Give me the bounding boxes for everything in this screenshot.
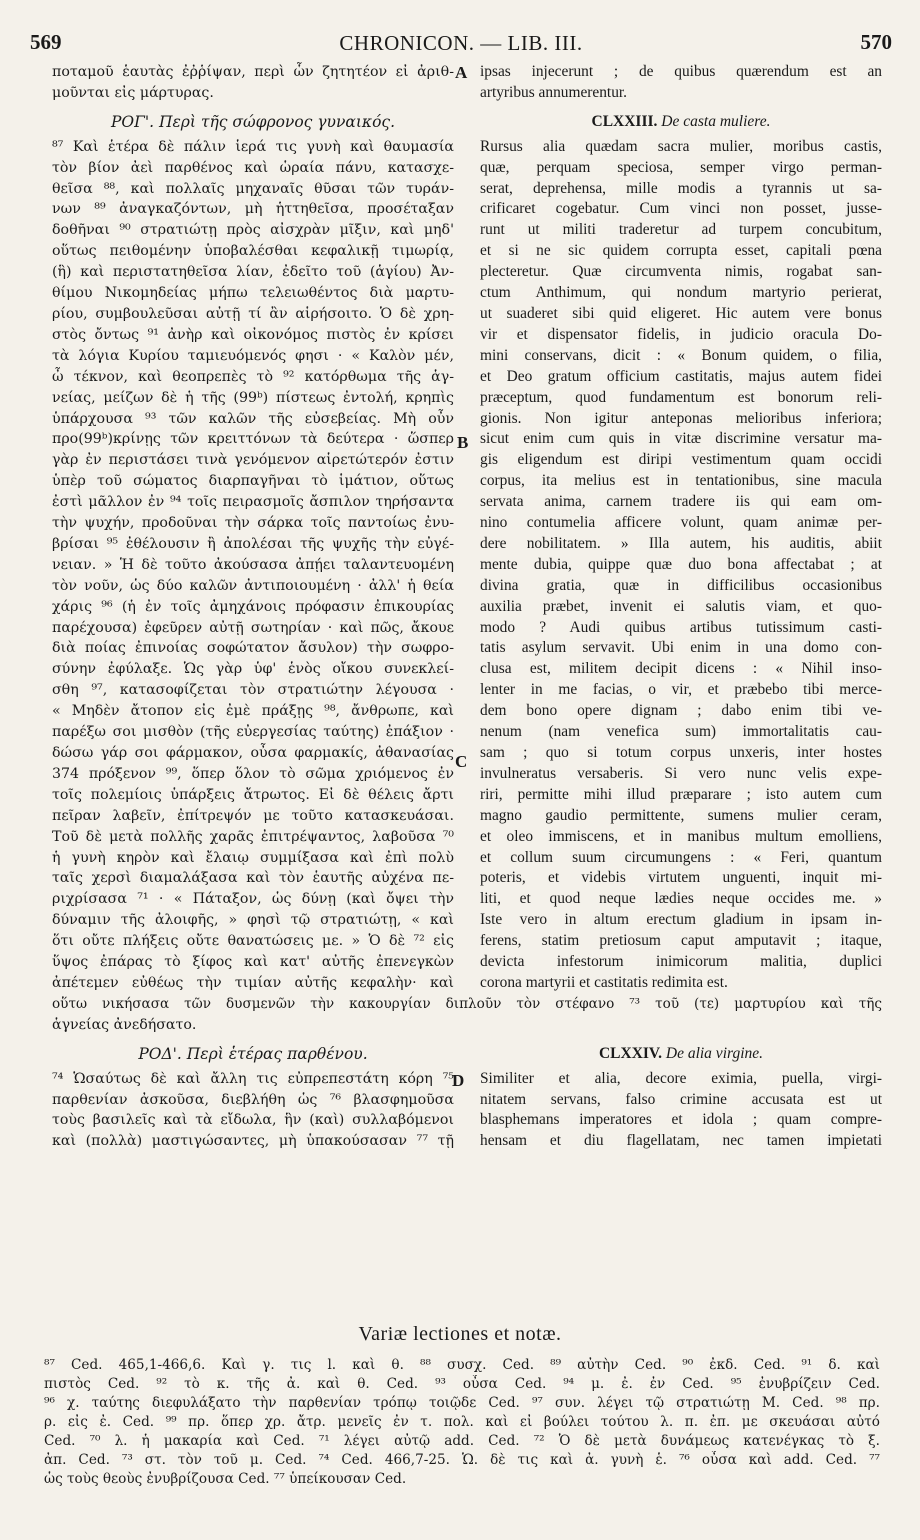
text-line: ριχρίσασα ⁷¹ · « Πάταξον, ὡς δύνῃ (καὶ ὄψει τὴν — [52, 891, 454, 908]
note-line: ὡς τοὺς θεοὺς ἐνυβρίζουσα Ced. ⁷⁷ ὑπείκουσαν Ced. — [44, 1471, 407, 1487]
text-line: invulneratus versaberis. Si vero nunc velis expe- — [480, 764, 882, 782]
text-line: liti, et quod neque lædies neque occides me. » — [480, 890, 882, 908]
text-line: ipsas injecerunt ; de quibus quærendum est an — [480, 63, 882, 80]
text-line: hensam et diu flagellatam, nec tamen impietati — [480, 1132, 882, 1150]
text-line: τοῖς πολεμίοις ὑπάρξεις ἄτρωτος. Εἰ δὲ θέλεις ἄρτι — [52, 786, 454, 803]
text-line: ὦ τέκνον, καὶ θεοπρεπὲς τὸ ⁹² κατόρθωμα τῆς ἁγ- — [52, 368, 454, 385]
section-number: CLXXIII. — [591, 112, 658, 130]
text-line: θεῖσα ⁸⁸, καὶ πολλαῖς μηχαναῖς θῦσαι τῶν τυράν- — [52, 180, 454, 197]
note-line: Ced. ⁷⁰ λ. ἡ μακαρία καὶ Ced. ⁷¹ λέγει αὐτῷ add. Ced. ⁷² Ὁ δὲ μετὰ δυνάμεως κατενέγκας τὸ ξ. — [44, 1433, 880, 1449]
text-line: ὑπάρχουσα ⁹³ τῶν καλῶν τῆς εὐσεβείας. Μὴ οὖν — [52, 410, 454, 427]
text-line: modo ? Audi quibus artibus tutissimum casti- — [480, 618, 882, 636]
text-line: artyribus annumerentur. — [480, 83, 628, 101]
running-header — [30, 30, 892, 60]
text-line: (ἣ) καὶ περιστατηθεῖσα λίαν, ἐδεῖτο τοῦ (ἁγίου) Ἀν- — [52, 264, 454, 281]
text-line: lenter in me facias, o vir, et præbebo tibi merce- — [480, 681, 882, 699]
greek-section-174 — [52, 1069, 454, 1153]
text-line: τὸν νοῦν, ὡς δύο καλῶν ἀντιποιουμένη · ἀλλ' ἡ θεία — [52, 577, 454, 594]
text-line: nitatem servans, falso crimine accusata est ut — [480, 1090, 882, 1108]
text-line-with-page-marker: 374 πρόξενον ⁹⁹, ὅπερ ὅλον τὸ σῶμα χριόμενος ἐν — [52, 765, 454, 782]
latin-column — [480, 62, 882, 1152]
section-number: CLXXIV. — [598, 1044, 662, 1062]
note-line: ἀπ. Ced. ⁷³ στ. τὸν τοῦ μ. Ced. ⁷⁴ Ced. 466,7-25. Ὡ. δὲ τις καὶ ἀ. γυνὴ ἑ. ⁷⁶ οὖσα καὶ add. Ced. ⁷⁷ — [44, 1452, 880, 1468]
text-line: διὰ ποίας ἐπινοίας σοφώτατον ἄσυλον) τὴν σωφρο- — [52, 640, 454, 657]
text-line: auxilia præbet, invenit ei salutis viam, et quo- — [480, 597, 882, 615]
text-line: nenum (nam venefica sum) immortalitatis cau- — [480, 723, 882, 741]
section-title: De casta muliere. — [661, 112, 771, 130]
text-line: καὶ (πολλὰ) μαστιγώσαντες, μὴ ὑπακούσασαν ⁷⁷ τῇ — [52, 1133, 454, 1150]
text-line: et si ne sic quidem corrupta esset, capitali pœna — [480, 242, 882, 260]
page-number-right: 570 — [860, 30, 892, 54]
text-line: blasphemans imperatores et idola ; quam compre- — [480, 1111, 882, 1129]
text-line: riri, permitte mihi illud præparare ; isto autem cum — [480, 785, 882, 803]
section-title: De alia virgine. — [665, 1044, 764, 1062]
note-line: ⁹⁶ χ. ταύτης διεφυλάξατο τὴν παρθενίαν τρόπῳ τοιῷδε Ced. ⁹⁷ συν. λέγει τῷ στρατιώτῃ M. Ced. ⁹⁸ πρ. — [44, 1395, 880, 1411]
text-line: τὴν ψυχήν, προδοῦναι τὴν σάρκα τοῖς παντοίως ἐνυ- — [52, 515, 454, 532]
text-line: Τοῦ δὲ μετὰ πολλῆς χαρᾶς ἐπιτρέψαντος, λαβοῦσα ⁷⁰ — [52, 828, 454, 845]
text-line: sicut enim cum quis in vitæ discrimine versatur ma- — [480, 430, 882, 448]
text-line: poteris, et videbis virtutem unguenti, inquit mi- — [480, 869, 882, 887]
text-line: nino contumelia afficere volunt, quam animæ per- — [480, 514, 882, 532]
page-number-left: 569 — [30, 30, 62, 54]
variant-readings-notes — [44, 1356, 880, 1489]
text-line: ταῖς χερσὶ διαμαλάξασα καὶ τὸν ἑαυτῆς αὐχένα πε- — [52, 870, 454, 887]
text-line: Rursus alia quædam sacra mulier, moribus castis, — [480, 137, 882, 155]
text-line: βρίσαι ⁹⁵ ἐθέλουσιν ἢ ἀπολέσαι τῆς ψυχῆς τὴν εὐγέ- — [52, 535, 454, 552]
text-line: ut suaderet sibi quid eligeret. Hic autem vere bonus — [480, 304, 882, 322]
text-line: χάρις ⁹⁶ (ἡ ἐν τοῖς ἀμηχάνοις πρόφασιν ἐπικουρίας — [52, 598, 454, 615]
text-line: Iste vero in altum erectum gladium in ipsam in- — [480, 911, 882, 929]
text-line: ctum Anthimum, qui nondum martyrio perierat, — [480, 284, 882, 302]
latin-section-174 — [480, 1069, 882, 1153]
margin-letter-d: D — [452, 1071, 465, 1090]
text-line: Similiter et alia, decore eximia, puella, virgi- — [480, 1069, 882, 1087]
text-line: « Μηδὲν ἄτοπον εἰς ἐμὲ πράξῃς ⁹⁸, ἄνθρωπε, καὶ — [52, 703, 454, 720]
text-line: ἡ γυνὴ κηρὸν καὶ ἔλαιῳ συμμίξασα καὶ ἐπὶ πολὺ — [52, 849, 454, 866]
text-line: ⁸⁷ Καὶ ἑτέρα δὲ πάλιν ἱερά τις γυνὴ καὶ θαυμασία — [52, 138, 454, 155]
margin-letter-a: A — [455, 63, 468, 82]
text-line-spacer — [480, 1015, 882, 1036]
text-line: ὕψος ἐπάρας τὸ ξίφος καὶ κατ' αὐτῆς ἐπενεγκὼν — [52, 954, 454, 971]
text-line: τοὺς βασιλεῖς καὶ τὰ εἴδωλα, ἣν (καὶ) συλλαβόμενοι — [52, 1112, 454, 1129]
note-line: ρ. εἰς ἐ. Ced. ⁹⁹ πρ. ὅπερ χρ. ἄτρ. μενεῖς ἐν τ. πολ. καὶ εἰ βούλει τούτου λ. π. ἐπ. με σκευάσαι αὐτό — [44, 1414, 880, 1430]
text-line: δώσω γάρ σοι φάρμακον, οὖσα φαρμακίς, ἀθανασίας — [52, 745, 454, 761]
text-line: corpus, ita melius est in tentationibus, sine macula — [480, 472, 882, 490]
text-line: ἀπέτεμεν εὐθέως τὴν τιμίαν αὐτῆς κεφαλὴν· καὶ — [52, 974, 454, 991]
margin-letter-c: C — [455, 752, 468, 771]
text-line: magno gaudio permittente, sumens mulier ceram, — [480, 806, 882, 824]
text-line: et collum suum circumungens : « Feri, quantum — [480, 848, 882, 866]
text-line: παρέξω σοι μισθὸν (τῆς εὐεργεσίας ταύτης) ἐπάξιον · — [52, 724, 454, 741]
text-line: ὑπὲρ τοῦ σώματος διαρπαγῆναι τὸ ἱμάτιον, οὕτως — [52, 473, 454, 490]
text-line-spacer — [480, 994, 882, 1015]
text-line: πεῖραν λαβεῖν, ἐπίτρεψόν με τοῦτο κατασκευάσαι. — [52, 807, 454, 824]
text-line: στὸς ὄντως ⁹¹ ἀνὴρ καὶ οἰκονόμος πιστὸς ἐν κρίσει — [52, 326, 454, 343]
text-line: ⁷⁴ Ὡσαύτως δὲ καὶ ἄλλη τις εὐπρεπεστάτη κόρη ⁷⁵ — [52, 1070, 454, 1087]
text-line: δύναμιν τῆς ἀλοιφῆς, » φησὶ τῷ στρατιώτῃ, « καὶ — [52, 912, 454, 929]
text-line: ferens, statim pretiosum caput amputavit ; itaque, — [480, 932, 882, 950]
text-line: νείας, μείζων δὲ ἡ τῆς (99ᵇ) πίστεως ἐντολή, κρηπὶς — [52, 389, 454, 406]
text-line: νων ⁸⁹ ἀναγκαζόντων, μὴ ἡττηθεῖσα, προσέταξαν — [52, 201, 454, 218]
text-line: mini conservans, dicit : « Bonum quidem, o filia, — [480, 346, 882, 364]
text-line: vir et dispensator fidelis, in judicio oracula Do- — [480, 325, 882, 343]
text-line: δοθῆναι ⁹⁰ στρατιώτῃ πρὸς αἰσχρὰν μῖξιν, καὶ μηδ' — [52, 222, 454, 239]
text-line: σύνην ἐφύλαξε. Ὡς γὰρ ὑφ' ἑνὸς οἴκου συνεκλεί- — [52, 661, 454, 678]
section-heading-174-greek: ΡΟΔ'. Περὶ ἑτέρας παρθένου. — [138, 1044, 368, 1063]
text-line: corona martyrii et castitatis redimita est. — [480, 973, 728, 991]
text-line: crificaret cogebatur. Cum vinci non posset, jusse- — [480, 200, 882, 218]
section-heading-173-latin — [480, 112, 882, 133]
text-line: tatis asylum servavit. Ubi enim in una domo con- — [480, 639, 882, 657]
text-line: devicta infestorum inimicorum malitia, duplici — [480, 953, 882, 971]
note-line: πιστὸς Ced. ⁹² τὸ κ. τῆς ἀ. καὶ θ. Ced. ⁹³ οὖσα Ced. ⁹⁴ μ. ἐ. ἐν Ced. ⁹⁵ ἐνυβρίζειν Ced. — [44, 1376, 880, 1392]
text-line: gionis. Non igitur anteponas melioribus inferiora; — [480, 409, 882, 427]
text-line: οὕτως πειθομένην ὑποβαλέσθαι κεφαλικῇ τιμωρίᾳ, — [52, 243, 454, 260]
text-line: runt ut militi traderetur ad turpem concubitum, — [480, 221, 882, 239]
text-line: gis eligendum est diripi vestimentum quam occidi — [480, 451, 882, 469]
section-heading-174-latin — [480, 1044, 882, 1065]
text-line: dere nobilitatem. » Illa autem, his auditis, abiit — [480, 534, 882, 552]
text-line: θίμου Νικομηδείας μήπω τελειωθέντος διὰ μαρτυ- — [52, 285, 454, 302]
text-line: sam ; quo si totum corpus unxeris, inter hostes — [480, 744, 882, 761]
text-line: et Deo gratum officium castitatis, majus autem fidei — [480, 367, 882, 385]
text-line: ὅτι οὔτε πλήξεις οὔτε θανατώσεις με. » Ὁ δὲ ⁷² εἰς — [52, 933, 454, 950]
text-line: ἁγνείας ἀνεδήσατο. — [52, 1016, 197, 1033]
note-line: ⁸⁷ Ced. 465,1-466,6. Καὶ γ. τις l. καὶ θ. ⁸⁸ συσχ. Ced. ⁸⁹ αὐτὴν Ced. ⁹⁰ ἐκδ. Ced. ⁹¹ δ. καὶ — [44, 1357, 880, 1373]
text-line: πρo(99ᵇ)κρίνῃς τῶν κρειττόνων τὰ δεύτερα · ὥσπερ — [52, 431, 454, 448]
section-heading-173-greek: ΡΟΓ'. Περὶ τῆς σώφρονος γυναικός. — [110, 112, 396, 131]
text-line: mente dubia, quippe quæ duo bona affectabat ; at — [480, 555, 882, 573]
text-line: γὰρ ἐν περιστάσει τινὰ γενόμενον αἱρετώτερόν ἐστιν — [52, 452, 454, 469]
text-line: divina gratia, quæ in difficilibus occasionibus — [480, 576, 882, 594]
text-line: νειαν. » Ἡ δὲ τοῦτο ἀκούσασα ἀπῄει ταλαντευομένη — [52, 556, 454, 573]
text-line: dem bono opere dignam ; dabo enim tibi ve- — [480, 702, 882, 720]
text-line: servata anima, carnem tradere iis qui eam om- — [480, 493, 882, 511]
text-line: plecteretur. Quæ circumventa nimis, rogabat san- — [480, 263, 882, 281]
margin-letter-b: B — [457, 433, 469, 452]
running-title: CHRONICON. — LIB. III. — [339, 31, 583, 55]
text-line: quæ, perquam speciosa, semper virgo perman- — [480, 158, 882, 176]
text-line: τὰ λόγια Κυρίου ταμιευόμενός φησι · « Καλὸν μέν, — [52, 347, 454, 364]
text-line: μοῦνται εἰς μάρτυρας. — [52, 84, 214, 101]
text-line: τὸν βίον ἀεὶ παρθένος καὶ ὡραία πάνυ, κατασχε- — [52, 159, 454, 176]
text-line: ἐστὶ μᾶλλον ἐν ⁹⁴ τοῖς πειρασμοῖς ἄσπιλον τηρήσαντα — [52, 494, 454, 511]
text-line: σθη ⁹⁷, κατασοφίζεται τὸν στρατιώτην λέγουσα · — [52, 682, 454, 699]
latin-section-173 — [480, 137, 882, 1036]
text-line: clusa est, militem decipit dicens : « Nihil inso- — [480, 660, 882, 678]
text-line: præceptum, quod fundamentum est bonorum reli- — [480, 388, 882, 406]
text-line: serat, deprehensa, mille modis a tyrannis ut sa- — [480, 179, 882, 197]
text-line: παρέχουσα) ἐφεῦρεν αὐτῇ σωτηρίαν · καὶ πῶς, ἄκουε — [52, 619, 454, 636]
text-line: ποταμοῦ ἑαυτὰς ἐῤῥίψαν, περὶ ὧν ζητητέον εἰ ἀριθ- — [52, 64, 454, 80]
text-line: ρίου, συμβουλεῦσαι αὐτῇ τί ἂν αἱρήσοιτο. Ὁ δὲ χρη- — [52, 305, 454, 322]
notes-title: Variæ lectiones et notæ. — [358, 1323, 562, 1345]
text-line-full-width: οὕτω νικήσασα τῶν δυσμενῶν τὴν κακουργίαν διπλοῦν τὸν στέφανο ⁷³ τοῦ (τε) μαρτυρίου καὶ τῆς — [52, 995, 882, 1012]
text-line: et oleo immiscens, et in manibus multum emolliens, — [480, 827, 882, 845]
text-line: παρθενίαν ἀσκοῦσα, διεβλήθη ὡς ⁷⁶ βλασφημοῦσα — [52, 1091, 454, 1108]
